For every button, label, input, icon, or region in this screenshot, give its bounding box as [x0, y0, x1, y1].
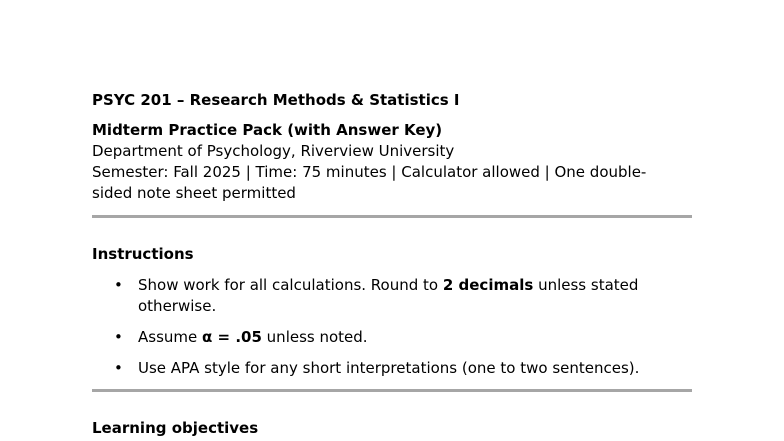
instruction-text: Use APA style for any short interpretations (one to two sentences).	[138, 359, 640, 377]
instruction-emphasis: 2 decimals	[442, 276, 534, 294]
semester-line: Semester: Fall 2025 | Time: 75 minutes | Calculator allowed | One double-sided note sheet permitted	[92, 163, 647, 202]
instruction-text: Assume	[138, 328, 203, 346]
instruction-text: Show work for all calculations. Round to	[138, 276, 443, 294]
list-item	[92, 275, 663, 317]
instruction-emphasis: α = .05	[202, 328, 262, 346]
bullet-icon: •	[114, 276, 123, 294]
instruction-text: unless noted.	[261, 328, 368, 346]
course-title: PSYC 201 – Research Methods & Statistics I	[92, 91, 460, 109]
pack-title: Midterm Practice Pack (with Answer Key)	[92, 121, 443, 139]
instructions-list	[92, 275, 692, 379]
instruction-text: unless stated otherwise.	[138, 276, 639, 315]
section-divider	[92, 389, 692, 392]
bullet-icon: •	[114, 328, 123, 346]
department-line: Department of Psychology, Riverview University	[92, 142, 455, 160]
section-divider	[92, 215, 692, 218]
list-item	[92, 327, 663, 348]
instructions-heading: Instructions	[92, 245, 194, 263]
bullet-icon: •	[114, 359, 123, 377]
document-page	[92, 90, 692, 439]
learning-objectives-heading: Learning objectives	[92, 419, 259, 437]
list-item	[92, 358, 663, 379]
